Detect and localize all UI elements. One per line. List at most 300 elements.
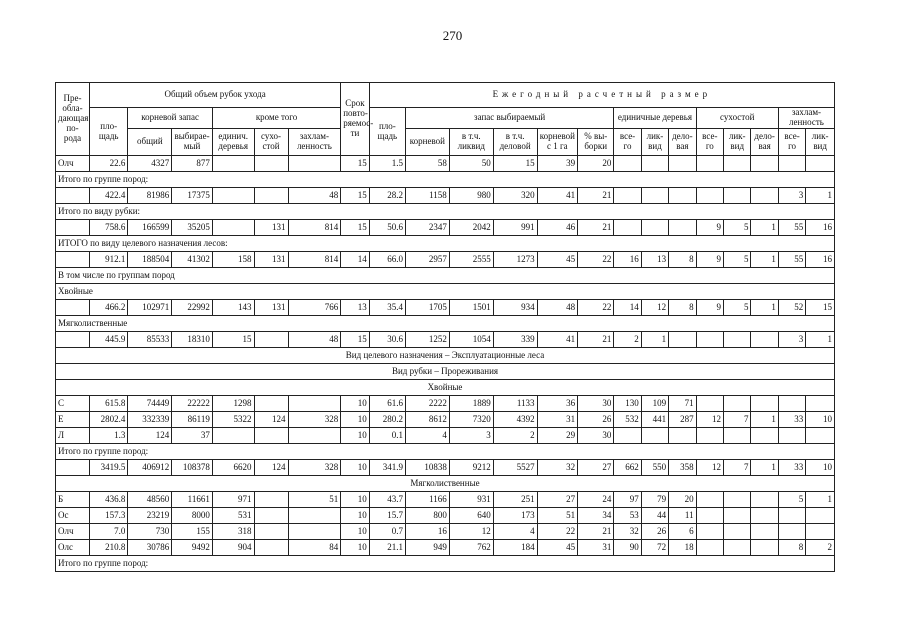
table-cell: 0.7 — [369, 524, 405, 540]
table-cell: 8 — [778, 540, 805, 556]
table-cell: 931 — [449, 492, 493, 508]
table-cell: 71 — [669, 396, 696, 412]
table-row — [56, 220, 835, 236]
table-cell — [56, 220, 90, 236]
table-cell — [56, 460, 90, 476]
table-cell: 287 — [669, 412, 696, 428]
table-cell: 102971 — [128, 300, 172, 316]
table-cell: 18 — [669, 540, 696, 556]
table-cell: 328 — [288, 412, 341, 428]
table-cell: 210.8 — [90, 540, 128, 556]
table-cell: 21.1 — [369, 540, 405, 556]
table-cell: 10 — [341, 508, 370, 524]
table-cell: 1 — [641, 332, 668, 348]
section-heading: Мягколиственные — [56, 476, 835, 492]
table-cell — [696, 156, 723, 172]
table-cell: 1 — [751, 300, 778, 316]
table-cell: 15 — [806, 300, 835, 316]
table-cell: 6 — [669, 524, 696, 540]
table-cell: 48 — [537, 300, 578, 316]
table-cell — [254, 492, 288, 508]
table-cell — [56, 300, 90, 316]
header-incl-business: в т.ч. деловой — [493, 129, 537, 156]
table-cell: 2555 — [449, 252, 493, 268]
table-cell — [641, 188, 668, 204]
section-row — [56, 236, 835, 252]
table-cell: 30786 — [128, 540, 172, 556]
table-cell: 615.8 — [90, 396, 128, 412]
table-cell: 3419.5 — [90, 460, 128, 476]
table-cell — [669, 156, 696, 172]
table-cell — [669, 220, 696, 236]
table-cell — [778, 156, 805, 172]
table-cell: 5527 — [493, 460, 537, 476]
table-cell: 445.9 — [90, 332, 128, 348]
table-cell: 1252 — [405, 332, 449, 348]
table-cell: 9 — [696, 300, 723, 316]
table-cell: Е — [56, 412, 90, 428]
table-cell: 79 — [641, 492, 668, 508]
table-cell: 4 — [405, 428, 449, 444]
table-row — [56, 412, 835, 428]
table-cell: 1 — [751, 252, 778, 268]
section-row — [56, 348, 835, 364]
header-incl: кроме того — [212, 108, 340, 129]
table-cell: 44 — [641, 508, 668, 524]
table-row — [56, 460, 835, 476]
table-cell: 5 — [778, 492, 805, 508]
table-cell: 251 — [493, 492, 537, 508]
header-stock-selected: запас выбираемый — [405, 108, 613, 129]
table-cell: 13 — [341, 300, 370, 316]
table-cell: 41302 — [172, 252, 213, 268]
table-cell: 14 — [341, 252, 370, 268]
table-cell: 1889 — [449, 396, 493, 412]
table-cell: 97 — [614, 492, 641, 508]
header-annual: Ежегодный расчетный размер — [369, 83, 834, 108]
table-cell — [778, 396, 805, 412]
table-cell — [669, 428, 696, 444]
table-cell — [696, 188, 723, 204]
table-cell — [806, 524, 835, 540]
table-cell: 9 — [696, 252, 723, 268]
table-cell — [751, 396, 778, 412]
table-cell: 4 — [493, 524, 537, 540]
table-cell: 766 — [288, 300, 341, 316]
table-cell: 1705 — [405, 300, 449, 316]
table-cell: 1501 — [449, 300, 493, 316]
section-heading: Хвойные — [56, 380, 835, 396]
table-cell: 2802.4 — [90, 412, 128, 428]
table-row — [56, 300, 835, 316]
table-cell: 531 — [212, 508, 254, 524]
table-row — [56, 188, 835, 204]
table-cell: 949 — [405, 540, 449, 556]
table-cell: 10 — [341, 460, 370, 476]
header-selectable: выбирае-мый — [172, 129, 213, 156]
table-cell: 15 — [341, 188, 370, 204]
table-cell — [751, 188, 778, 204]
table-cell — [254, 332, 288, 348]
table-cell — [806, 156, 835, 172]
table-cell — [751, 428, 778, 444]
section-label: ИТОГО по виду целевого назначения лесов: — [56, 236, 835, 252]
table-cell: 131 — [254, 252, 288, 268]
table-cell: 21 — [578, 524, 614, 540]
table-cell: 328 — [288, 460, 341, 476]
table-cell: 991 — [493, 220, 537, 236]
table-cell: 3 — [778, 188, 805, 204]
table-cell: 332339 — [128, 412, 172, 428]
table-cell: 173 — [493, 508, 537, 524]
header-total: общий — [128, 129, 172, 156]
header-dry-bus: дело-вая — [751, 129, 778, 156]
table-cell: 877 — [172, 156, 213, 172]
table-cell: 5 — [724, 252, 751, 268]
table-cell: 27 — [537, 492, 578, 508]
table-cell: 550 — [641, 460, 668, 476]
section-row — [56, 316, 835, 332]
table-cell: 131 — [254, 300, 288, 316]
table-cell: 16 — [806, 220, 835, 236]
table-cell: 2 — [493, 428, 537, 444]
table-cell — [696, 524, 723, 540]
table-cell: 971 — [212, 492, 254, 508]
table-cell: 912.1 — [90, 252, 128, 268]
header-repeat-period: Срок повто-ряемос-ти — [341, 83, 370, 156]
table-cell: 81986 — [128, 188, 172, 204]
table-cell: 318 — [212, 524, 254, 540]
table-cell — [669, 188, 696, 204]
table-cell: 8612 — [405, 412, 449, 428]
table-cell — [212, 188, 254, 204]
table-cell: 22992 — [172, 300, 213, 316]
table-cell: 188504 — [128, 252, 172, 268]
section-row — [56, 364, 835, 380]
table-cell: 15 — [212, 332, 254, 348]
table-cell: 18310 — [172, 332, 213, 348]
table-cell: 34 — [578, 508, 614, 524]
table-cell: 1166 — [405, 492, 449, 508]
table-cell — [778, 428, 805, 444]
table-cell: 8000 — [172, 508, 213, 524]
table-row — [56, 156, 835, 172]
table-cell — [641, 156, 668, 172]
table-cell: 7320 — [449, 412, 493, 428]
table-row — [56, 396, 835, 412]
section-label: Итого по группе пород: — [56, 444, 835, 460]
table-cell: 15 — [341, 156, 370, 172]
table-cell — [778, 524, 805, 540]
table-cell — [806, 396, 835, 412]
table-cell: 35205 — [172, 220, 213, 236]
table-cell: 21 — [578, 188, 614, 204]
table-cell: 51 — [288, 492, 341, 508]
table-cell: 29 — [537, 428, 578, 444]
table-cell — [751, 540, 778, 556]
table-cell: 55 — [778, 252, 805, 268]
section-row — [56, 172, 835, 188]
table-cell: 108378 — [172, 460, 213, 476]
table-cell — [614, 220, 641, 236]
table-cell: 2222 — [405, 396, 449, 412]
table-cell: 14 — [614, 300, 641, 316]
table-cell: 12 — [449, 524, 493, 540]
table-cell — [56, 252, 90, 268]
table-cell — [254, 188, 288, 204]
table-body — [56, 156, 835, 572]
table-cell: 51 — [537, 508, 578, 524]
table-cell: 10 — [806, 460, 835, 476]
table-cell: 7 — [724, 460, 751, 476]
table-cell: Л — [56, 428, 90, 444]
table-cell — [288, 156, 341, 172]
table-cell: 6620 — [212, 460, 254, 476]
table-cell: 2 — [806, 540, 835, 556]
table-cell: 86119 — [172, 412, 213, 428]
table-cell: 130 — [614, 396, 641, 412]
table-cell: 36 — [537, 396, 578, 412]
table-cell: 55 — [778, 220, 805, 236]
table-cell: 662 — [614, 460, 641, 476]
header-cl-liq: лик-вид — [806, 129, 835, 156]
section-label: Хвойные — [56, 284, 835, 300]
header-dry2: сухостой — [696, 108, 778, 129]
header-area2: пло-щадь — [369, 108, 405, 156]
table-cell — [56, 332, 90, 348]
table-cell: 16 — [806, 252, 835, 268]
table-cell: 31 — [537, 412, 578, 428]
table-cell: 5 — [724, 220, 751, 236]
table-cell: 2 — [614, 332, 641, 348]
table-cell: 10 — [341, 412, 370, 428]
header-dry: сухо-стой — [254, 129, 288, 156]
table-cell: 15 — [341, 332, 370, 348]
header-cluttered: захлам-ленность — [288, 129, 341, 156]
table-cell: 23219 — [128, 508, 172, 524]
table-cell: 158 — [212, 252, 254, 268]
header-dry-all: все-го — [696, 129, 723, 156]
section-row — [56, 556, 835, 572]
table-cell: 2347 — [405, 220, 449, 236]
table-cell: 1 — [751, 412, 778, 428]
section-label: Мягколиственные — [56, 316, 835, 332]
table-cell: 16 — [405, 524, 449, 540]
table-cell: 758.6 — [90, 220, 128, 236]
table-cell — [254, 524, 288, 540]
table-cell: 800 — [405, 508, 449, 524]
table-cell — [724, 540, 751, 556]
table-cell: 3 — [449, 428, 493, 444]
forest-table — [55, 82, 835, 572]
header-st-all: все-го — [614, 129, 641, 156]
table-cell — [696, 332, 723, 348]
header-area: пло-щадь — [90, 108, 128, 156]
table-cell: Олч — [56, 156, 90, 172]
table-cell: 1.5 — [369, 156, 405, 172]
section-row — [56, 380, 835, 396]
table-cell — [614, 188, 641, 204]
table-cell — [778, 508, 805, 524]
section-heading: Вид рубки – Прореживания — [56, 364, 835, 380]
section-row — [56, 204, 835, 220]
table-row — [56, 508, 835, 524]
table-row — [56, 492, 835, 508]
table-cell — [254, 540, 288, 556]
table-row — [56, 524, 835, 540]
table-cell: 904 — [212, 540, 254, 556]
table-cell — [724, 492, 751, 508]
table-cell: 10838 — [405, 460, 449, 476]
table-cell: 1054 — [449, 332, 493, 348]
table-cell: 1273 — [493, 252, 537, 268]
table-cell: 131 — [254, 220, 288, 236]
table-cell: 4392 — [493, 412, 537, 428]
section-heading: Вид целевого назначения – Эксплуатационные леса — [56, 348, 835, 364]
section-row — [56, 284, 835, 300]
table-cell: 48560 — [128, 492, 172, 508]
table-cell — [696, 428, 723, 444]
table-cell: 58 — [405, 156, 449, 172]
table-cell — [724, 156, 751, 172]
table-cell: 9 — [696, 220, 723, 236]
header-root-stock: корневой запас — [128, 108, 212, 129]
table-cell — [254, 156, 288, 172]
table-cell: 17375 — [172, 188, 213, 204]
table-cell: 10 — [341, 492, 370, 508]
table-cell: 11 — [669, 508, 696, 524]
table-cell: С — [56, 396, 90, 412]
table-cell: 814 — [288, 220, 341, 236]
table-cell: 37 — [172, 428, 213, 444]
table-cell — [806, 508, 835, 524]
table-cell: 1158 — [405, 188, 449, 204]
table-cell — [641, 220, 668, 236]
header-incl-liquid: в т.ч. ликвид — [449, 129, 493, 156]
table-cell: 72 — [641, 540, 668, 556]
table-cell: 9492 — [172, 540, 213, 556]
table-cell: 1133 — [493, 396, 537, 412]
table-cell: 730 — [128, 524, 172, 540]
table-cell: 30 — [578, 396, 614, 412]
table-cell: 84 — [288, 540, 341, 556]
table-cell: 27 — [578, 460, 614, 476]
table-cell: 33 — [778, 412, 805, 428]
table-cell — [254, 508, 288, 524]
table-cell — [614, 156, 641, 172]
table-cell: 24 — [578, 492, 614, 508]
table-cell: 22 — [578, 252, 614, 268]
table-row — [56, 428, 835, 444]
table-cell: 22222 — [172, 396, 213, 412]
table-cell — [641, 428, 668, 444]
table-cell: 436.8 — [90, 492, 128, 508]
table-cell: 30 — [578, 428, 614, 444]
header-cluttered2: захлам-ленность — [778, 108, 834, 129]
table-cell: 22 — [578, 300, 614, 316]
table-cell: 50 — [449, 156, 493, 172]
table-cell: 280.2 — [369, 412, 405, 428]
table-cell: 532 — [614, 412, 641, 428]
table-cell — [751, 332, 778, 348]
table-cell — [724, 332, 751, 348]
table-cell: 814 — [288, 252, 341, 268]
table-cell: 45 — [537, 252, 578, 268]
table-cell: 32 — [614, 524, 641, 540]
table-cell: 21 — [578, 220, 614, 236]
table-cell: 762 — [449, 540, 493, 556]
table-cell: 0.1 — [369, 428, 405, 444]
table-cell — [212, 220, 254, 236]
header-st-bus: дело-вая — [669, 129, 696, 156]
table-cell — [669, 332, 696, 348]
table-cell: 11661 — [172, 492, 213, 508]
header-total-volume: Общий объем рубок ухода — [90, 83, 341, 108]
table-cell: 1 — [751, 220, 778, 236]
table-row — [56, 252, 835, 268]
table-cell: 15 — [341, 220, 370, 236]
table-cell: 1 — [806, 492, 835, 508]
table-cell: 48 — [288, 332, 341, 348]
table-cell: 320 — [493, 188, 537, 204]
table-cell: 124 — [254, 412, 288, 428]
table-cell: 28.2 — [369, 188, 405, 204]
table-cell: 4327 — [128, 156, 172, 172]
table-cell — [806, 428, 835, 444]
section-label: Итого по группе пород: — [56, 172, 835, 188]
table-cell: 33 — [778, 460, 805, 476]
table-cell: Олч — [56, 524, 90, 540]
table-cell: 66.0 — [369, 252, 405, 268]
table-cell: 2957 — [405, 252, 449, 268]
table-cell: 12 — [641, 300, 668, 316]
table-cell: 41 — [537, 188, 578, 204]
table-cell: 16 — [614, 252, 641, 268]
table-cell — [288, 428, 341, 444]
table-cell: 10 — [341, 396, 370, 412]
table-cell: 339 — [493, 332, 537, 348]
table-cell: 124 — [128, 428, 172, 444]
table-cell — [724, 188, 751, 204]
table-cell — [288, 508, 341, 524]
table-cell: 15.7 — [369, 508, 405, 524]
table-cell: 52 — [778, 300, 805, 316]
table-cell: 9212 — [449, 460, 493, 476]
table-cell: 5 — [724, 300, 751, 316]
table-cell: 45 — [537, 540, 578, 556]
table-cell: 74449 — [128, 396, 172, 412]
section-label: Итого по группе пород: — [56, 556, 835, 572]
table-cell: 35.4 — [369, 300, 405, 316]
table-cell: 980 — [449, 188, 493, 204]
table-cell: 12 — [696, 460, 723, 476]
table-cell: 155 — [172, 524, 213, 540]
table-cell: 7 — [724, 412, 751, 428]
table-cell: 406912 — [128, 460, 172, 476]
table-cell — [751, 508, 778, 524]
table-cell: 7.0 — [90, 524, 128, 540]
section-label: Итого по виду рубки: — [56, 204, 835, 220]
table-cell — [254, 396, 288, 412]
section-row — [56, 476, 835, 492]
header-group: Пре-обла-дающая по-рода — [56, 83, 90, 156]
table-cell — [212, 156, 254, 172]
header-st-liq: лик-вид — [641, 129, 668, 156]
table-cell: 1298 — [212, 396, 254, 412]
table-cell: 466.2 — [90, 300, 128, 316]
table-cell: 30.6 — [369, 332, 405, 348]
table-cell: 41 — [537, 332, 578, 348]
